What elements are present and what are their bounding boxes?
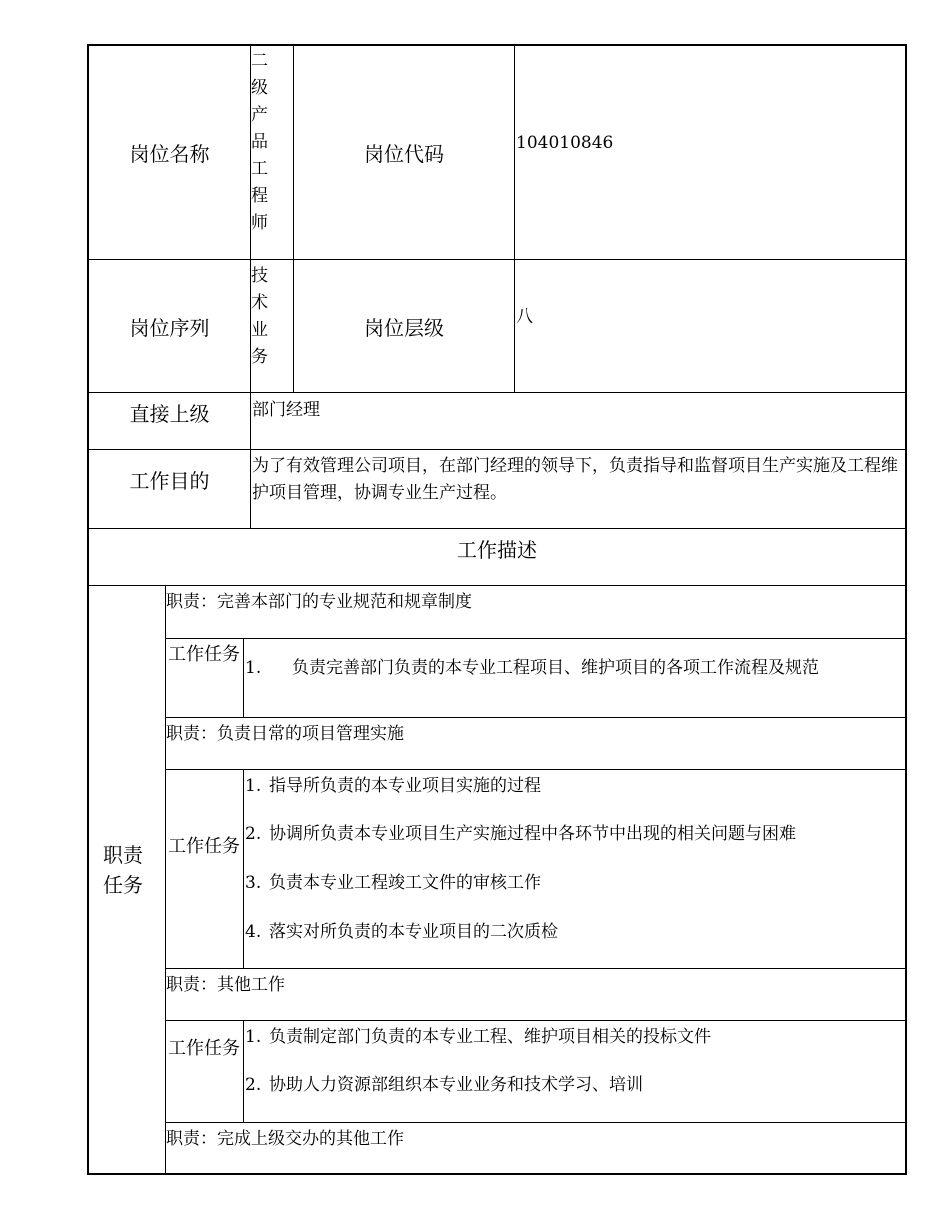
col-divider <box>243 1020 244 1122</box>
task-text: 落实对所负责的本专业项目的二次质检 <box>269 922 558 942</box>
task-text: 负责完善部门负责的本专业工程项目、维护项目的各项工作流程及规范 <box>292 658 819 678</box>
task-text: 协调所负责本专业项目生产实施过程中各环节中出现的相关问题与困难 <box>269 824 796 844</box>
position-code-value: 104010846 <box>516 133 614 153</box>
col-divider <box>243 769 244 968</box>
task-item <box>245 1025 711 1049</box>
col-divider <box>514 44 515 392</box>
col-divider <box>165 585 166 1174</box>
row-divider <box>165 1020 907 1021</box>
task-item <box>245 1073 643 1097</box>
position-name-label: 岗位名称 <box>129 142 210 166</box>
row-divider <box>165 769 907 770</box>
row-divider <box>87 392 907 393</box>
table-border-right <box>905 44 907 1175</box>
position-level-label: 岗位层级 <box>364 315 444 340</box>
duty-title: 职责：完成上级交办的其他工作 <box>166 1129 404 1149</box>
task-label: 工作任务 <box>168 1038 240 1059</box>
supervisor-value: 部门经理 <box>252 400 320 420</box>
section-title: 工作描述 <box>457 537 537 562</box>
task-number: 1. <box>245 776 262 796</box>
task-number: 4. <box>245 922 262 942</box>
supervisor-label: 直接上级 <box>129 402 210 426</box>
position-series-value: 技术业务 <box>251 266 268 367</box>
col-divider <box>243 638 244 717</box>
task-item <box>245 774 541 798</box>
position-level-value: 八 <box>516 307 533 327</box>
row-divider <box>165 1122 907 1123</box>
task-label: 工作任务 <box>168 644 240 665</box>
duty-title: 职责：其他工作 <box>166 975 285 995</box>
row-divider <box>87 585 907 586</box>
task-number: 2. <box>245 1075 262 1095</box>
task-text: 协助人力资源部组织本专业业务和技术学习、培训 <box>269 1075 643 1095</box>
duty-title: 职责：完善本部门的专业规范和规章制度 <box>166 592 472 612</box>
task-number: 2. <box>245 824 262 844</box>
task-number: 1. <box>245 658 262 678</box>
task-text: 指导所负责的本专业项目实施的过程 <box>269 776 541 796</box>
position-code-label: 岗位代码 <box>364 142 444 166</box>
row-divider <box>165 638 907 639</box>
task-number: 3. <box>245 873 262 893</box>
table-border-bottom <box>87 1173 907 1175</box>
task-number: 1. <box>245 1027 262 1047</box>
task-label: 工作任务 <box>168 836 240 857</box>
task-item <box>245 656 819 680</box>
row-divider <box>87 449 907 450</box>
purpose-label: 工作目的 <box>129 469 210 493</box>
task-text: 负责制定部门负责的本专业工程、维护项目相关的投标文件 <box>269 1027 711 1047</box>
duties-label: 职责任务 <box>103 843 143 897</box>
task-text: 负责本专业工程竣工文件的审核工作 <box>269 873 541 893</box>
row-divider <box>165 968 907 969</box>
position-name-value: 二级产品工程师 <box>251 51 268 233</box>
position-series-label: 岗位序列 <box>129 315 210 340</box>
duty-title: 职责：负责日常的项目管理实施 <box>166 724 404 744</box>
task-item <box>245 920 558 944</box>
purpose-value: 为了有效管理公司项目，在部门经理的领导下，负责指导和监督项目生产实施及工程维护项目管理，协调专业生产过程。 <box>252 456 898 503</box>
task-item <box>245 822 796 846</box>
task-item <box>245 871 541 895</box>
row-divider <box>165 717 907 718</box>
